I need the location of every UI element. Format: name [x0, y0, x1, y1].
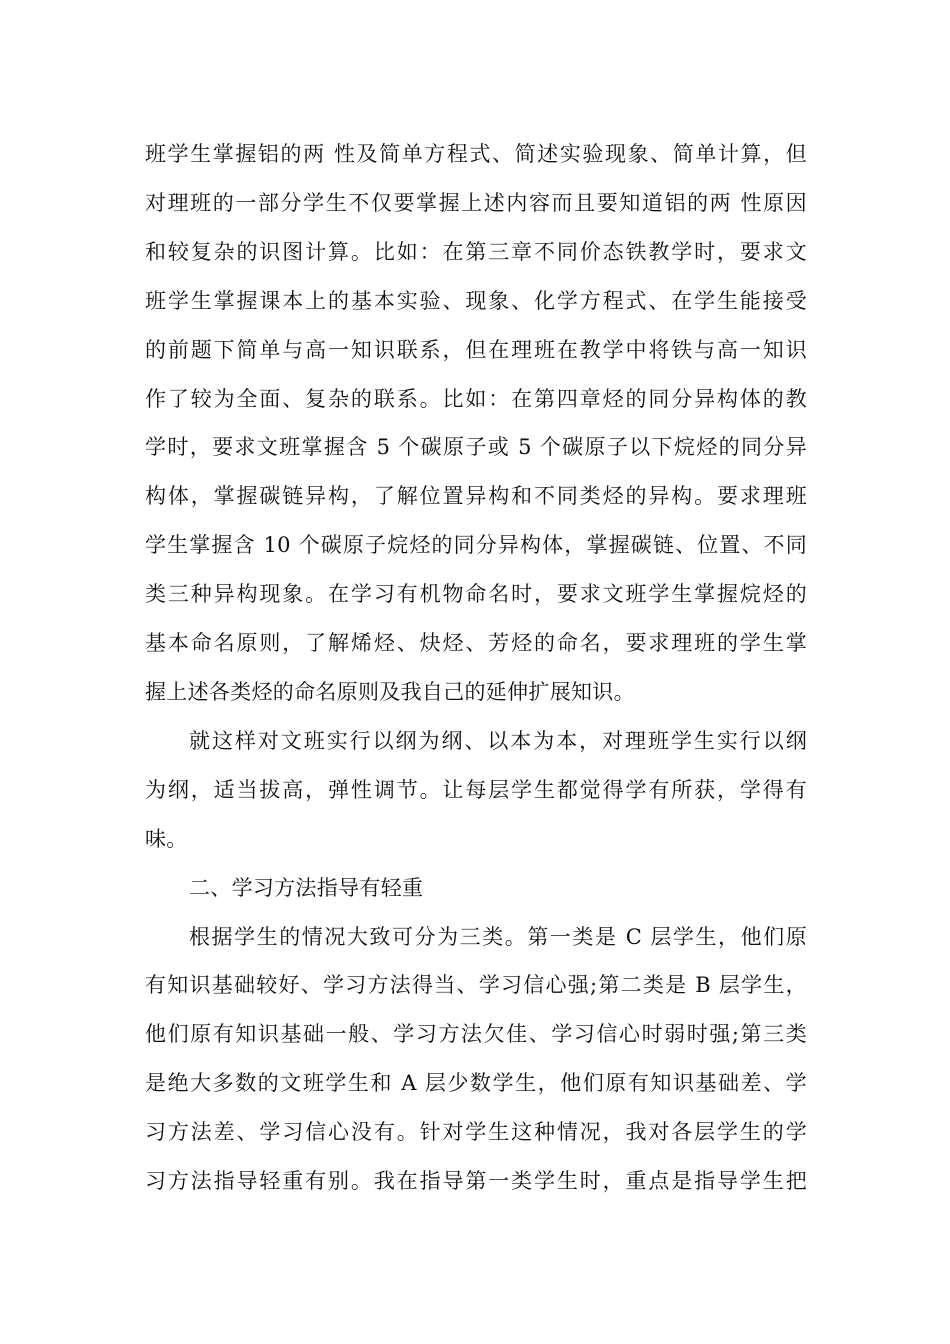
- text-line: 和较复杂的识图计算。比如：在第三章不同价态铁教学时，要求文: [145, 239, 807, 264]
- paragraph-2: [145, 717, 807, 864]
- text-line: 构体，掌握碳链异构，了解位置异构和不同类烃的异构。要求理班: [145, 484, 807, 509]
- text-line: 为纲，适当拔高，弹性调节。让每层学生都觉得学有所获，学得有: [145, 777, 807, 802]
- text-line: 的前题下简单与高一知识联系，但在理班在教学中将铁与高一知识: [145, 337, 807, 362]
- document-body: [145, 130, 807, 1206]
- text-line: 学生掌握含 10 个碳原子烷烃的同分异构体，掌握碳链、位置、不同: [145, 533, 807, 558]
- text-line: 习方法指导轻重有别。我在指导第一类学生时，重点是指导学生把: [145, 1169, 807, 1194]
- section-heading: [145, 864, 807, 913]
- text-line: 味。: [145, 826, 188, 851]
- paragraph-4: [145, 913, 807, 1206]
- text-line: 班学生掌握铝的两 性及简单方程式、简述实验现象、简单计算，但: [145, 142, 807, 166]
- text-line: 他们原有知识基础一般、学习方法欠佳、学习信心时弱时强;第三类: [145, 1022, 807, 1047]
- text-line: 根据学生的情况大致可分为三类。第一类是 C 层学生，他们原: [189, 924, 807, 949]
- text-line: 有知识基础较好、学习方法得当、学习信心强;第二类是 B 层学生，: [145, 973, 807, 998]
- text-line: 对理班的一部分学生不仅要掌握上述内容而且要知道铝的两 性原因: [145, 190, 807, 215]
- text-line: 班学生掌握课本上的基本实验、现象、化学方程式、在学生能接受: [145, 288, 807, 313]
- text-line: 习方法差、学习信心没有。针对学生这种情况，我对各层学生的学: [145, 1120, 807, 1145]
- text-line: 类三种异构现象。在学习有机物命名时，要求文班学生掌握烷烃的: [145, 582, 807, 607]
- heading-text: 二、学习方法指导有轻重: [189, 875, 424, 900]
- text-line: 作了较为全面、复杂的联系。比如：在第四章烃的同分异构体的教: [145, 386, 807, 411]
- text-line: 学时，要求文班掌握含 5 个碳原子或 5 个碳原子以下烷烃的同分异: [145, 435, 807, 460]
- text-line: 基本命名原则，了解烯烃、炔烃、芳烃的命名，要求理班的学生掌: [145, 631, 807, 656]
- text-line: 就这样对文班实行以纲为纲、以本为本，对理班学生实行以纲: [189, 728, 807, 753]
- paragraph-1: [145, 130, 807, 717]
- text-line: 是绝大多数的文班学生和 A 层少数学生，他们原有知识基础差、学: [145, 1071, 807, 1096]
- text-line: 握上述各类烃的命名原则及我自己的延伸扩展知识。: [145, 679, 635, 704]
